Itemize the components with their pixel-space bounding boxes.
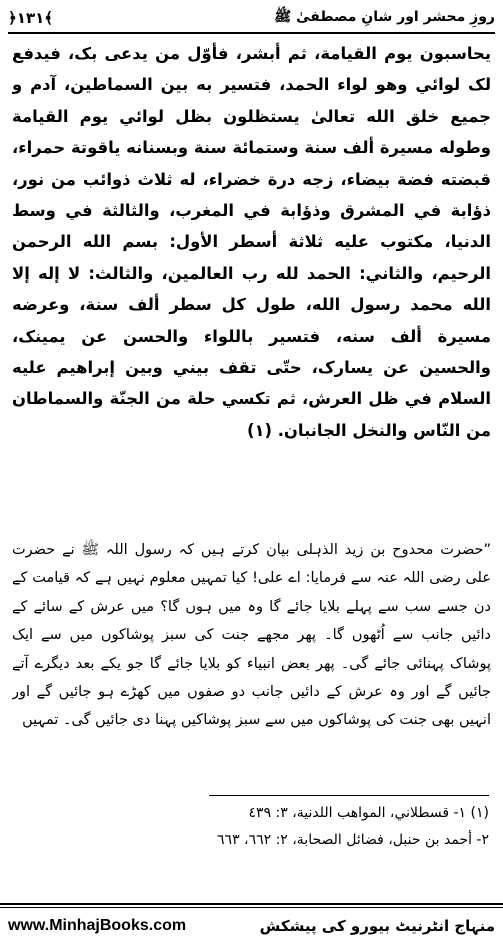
arabic-hadith-text: يحاسبون يوم القيامة، ثم أبشر، فأوّل من يدعى بک، فيدفع لک لوائي وهو لواء الحمد، فتسير به بين السماطين، آدم و جميع خلق الله تعالىٰ يستظلون بظل لوائي يوم القيامة وطوله مسيرة ألف سنة وستمائة سنة وبسنانه ياقوتة حمراء، قبضته فضة بيضاء، زجه درة خضراء، له ثلاث ذوائب من نور، ذؤابة في المشرق وذؤابة في المغرب، والثالثة في وسط الدنيا، مكتوب عليه ثلاثة أسطر الأول: بسم الله الرحمن الرحيم، والثاني: الحمد لله رب العالمين، والثالث: لا إله إلا الله محمد رسول الله، طول كل سطر ألف سنة، وعرضه مسيرة ألف سنه، فتسير باللواء والحسن عن يمينک، والحسين عن يسارک، حتّى تقف بيني وبين إبراهيم عليه السلام في ظل العرش، ثم تكسي حلة من الجنّة والسماطان من النّاس والنخل الجانبان. (١) bbox=[12, 44, 491, 440]
footer-divider-thin bbox=[0, 907, 503, 908]
footnote-divider bbox=[209, 795, 489, 796]
urdu-translation-text: ”حضرت محدوح بن زید الذہلی بیان کرتے ہیں کہ رسول اللہ ﷺ نے حضرت علی رضی اللہ عنہ سے فرمایا: اے علی! کیا تمہیں معلوم نہیں ہے کہ قیامت کے دن جسے سب سے پہلے بلایا جائے گا وہ میں ہوں گا؟ میں عرش کے سائے کے دائیں جانب سے اُٹھوں گا۔ پھر مجھے جنت کی سبز پوشاکوں میں سے ایک پوشاک پہنائی جائے گی۔ پھر بعض انبیاء کو بلایا جائے گا جو یکے بعد دیگرے آتے جائیں گے اور وہ عرش کے دائیں جانب دو صفوں میں کھڑے ہو جائیں گے اور انہیں بھی جنت کی پوشاکوں میں سے سبز پوشاکیں پہنا دی جائیں گی۔ تمہیں bbox=[12, 542, 491, 729]
page-number: ﴿١٣١﴾ bbox=[8, 9, 54, 27]
footnote-2: ٢- أحمد بن حنبل، فضائل الصحابة، ٢: ٦٦٢، ٦٦٣ bbox=[217, 832, 489, 848]
footnotes bbox=[60, 800, 489, 854]
footnote-1: (١) ١- قسطلاني، المواهب اللدنية، ٣: ٤٣٩ bbox=[248, 805, 489, 821]
publisher-credit: منہاج انٹرنیٹ بیورو کی پیشکش bbox=[259, 917, 495, 935]
footer-divider-thick bbox=[0, 903, 503, 905]
website-link[interactable]: www.MinhajBooks.com bbox=[8, 917, 187, 934]
running-title: روزِ محشر اور شانِ مصطفیٰ ﷺ bbox=[274, 9, 495, 25]
page-footer bbox=[8, 912, 495, 940]
header-divider bbox=[8, 32, 495, 34]
page-header bbox=[8, 6, 495, 30]
